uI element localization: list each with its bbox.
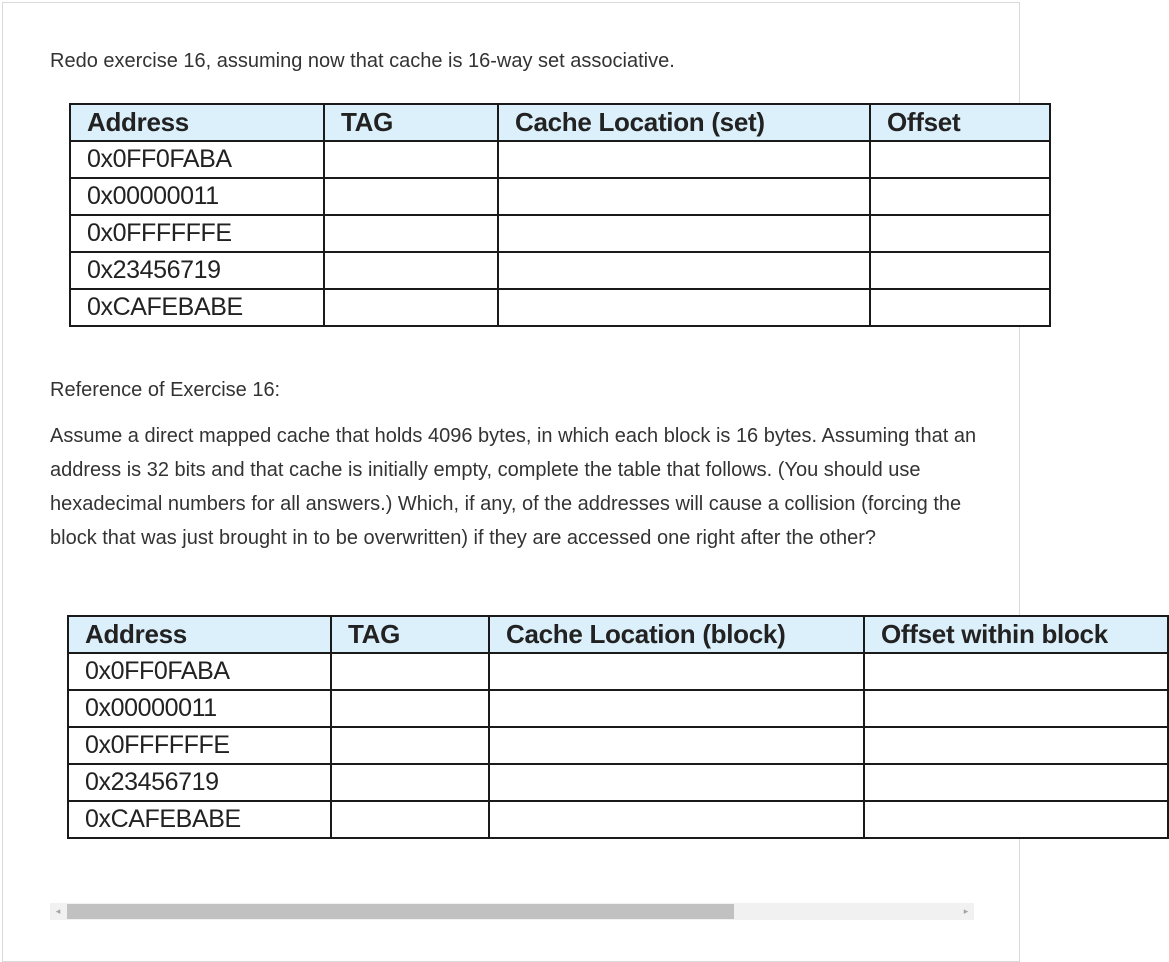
set-associative-table	[69, 103, 1051, 327]
cache-location-cell	[489, 690, 864, 727]
address-cell: 0x00000011	[70, 178, 324, 215]
offset-cell	[864, 690, 1168, 727]
cache-location-cell	[489, 653, 864, 690]
offset-cell	[870, 289, 1050, 326]
table-row	[70, 215, 1050, 252]
header-offset: Offset	[870, 104, 1050, 141]
offset-cell	[870, 178, 1050, 215]
table-row	[70, 252, 1050, 289]
table-row	[70, 141, 1050, 178]
tag-cell	[331, 764, 489, 801]
scroll-left-arrow-icon[interactable]: ◂	[55, 906, 61, 916]
address-cell: 0x23456719	[68, 764, 331, 801]
intro-text: Redo exercise 16, assuming now that cache is 16-way set associative.	[50, 50, 675, 72]
cache-location-cell	[498, 215, 870, 252]
offset-cell	[864, 653, 1168, 690]
tag-cell	[331, 801, 489, 838]
cache-location-cell	[498, 289, 870, 326]
tag-cell	[324, 215, 498, 252]
address-cell: 0xCAFEBABE	[68, 801, 331, 838]
table-row	[68, 764, 1168, 801]
tag-cell	[331, 690, 489, 727]
scroll-right-arrow-icon[interactable]: ▸	[963, 906, 969, 916]
cache-location-cell	[498, 252, 870, 289]
tag-cell	[331, 727, 489, 764]
header-offset: Offset within block	[864, 616, 1168, 653]
header-tag: TAG	[331, 616, 489, 653]
address-cell: 0x0FFFFFFE	[68, 727, 331, 764]
header-cache-location: Cache Location (set)	[498, 104, 870, 141]
offset-cell	[864, 801, 1168, 838]
reference-body: Assume a direct mapped cache that holds 4096 bytes, in which each block is 16 bytes. Assuming that an address is 32 bits and that cache is initially empty, complete the table that follows. (You should use hexadecimal numbers for all answers.) Which, if any, of the addresses will cause a collision (forcing the block that was just brought in to be overwritten) if they are accessed one right after the other?	[50, 425, 977, 549]
scrollbar-thumb[interactable]	[67, 904, 734, 919]
offset-cell	[864, 764, 1168, 801]
address-cell: 0x23456719	[70, 252, 324, 289]
table-row	[68, 690, 1168, 727]
reference-heading: Reference of Exercise 16:	[50, 379, 281, 401]
offset-cell	[870, 215, 1050, 252]
tag-cell	[324, 178, 498, 215]
table1-viewport[interactable]	[50, 103, 974, 358]
header-tag: TAG	[324, 104, 498, 141]
offset-cell	[864, 727, 1168, 764]
table-row	[70, 178, 1050, 215]
table2-viewport[interactable]	[50, 615, 1108, 870]
cache-location-cell	[489, 764, 864, 801]
address-cell: 0x0FF0FABA	[70, 141, 324, 178]
table-row	[68, 653, 1168, 690]
offset-cell	[870, 141, 1050, 178]
table-header-row	[70, 104, 1050, 141]
header-address: Address	[70, 104, 324, 141]
horizontal-scrollbar[interactable]	[50, 903, 974, 920]
table-row	[68, 727, 1168, 764]
table-header-row	[68, 616, 1168, 653]
tag-cell	[331, 653, 489, 690]
address-cell: 0x0FFFFFFE	[70, 215, 324, 252]
address-cell: 0x00000011	[68, 690, 331, 727]
header-address: Address	[68, 616, 331, 653]
cache-location-cell	[489, 727, 864, 764]
tag-cell	[324, 289, 498, 326]
table-row	[70, 289, 1050, 326]
cache-location-cell	[489, 801, 864, 838]
header-cache-location: Cache Location (block)	[489, 616, 864, 653]
tag-cell	[324, 141, 498, 178]
address-cell: 0x0FF0FABA	[68, 653, 331, 690]
cache-location-cell	[498, 178, 870, 215]
direct-mapped-table	[67, 615, 1169, 839]
table-row	[68, 801, 1168, 838]
cache-location-cell	[498, 141, 870, 178]
tag-cell	[324, 252, 498, 289]
address-cell: 0xCAFEBABE	[70, 289, 324, 326]
offset-cell	[870, 252, 1050, 289]
